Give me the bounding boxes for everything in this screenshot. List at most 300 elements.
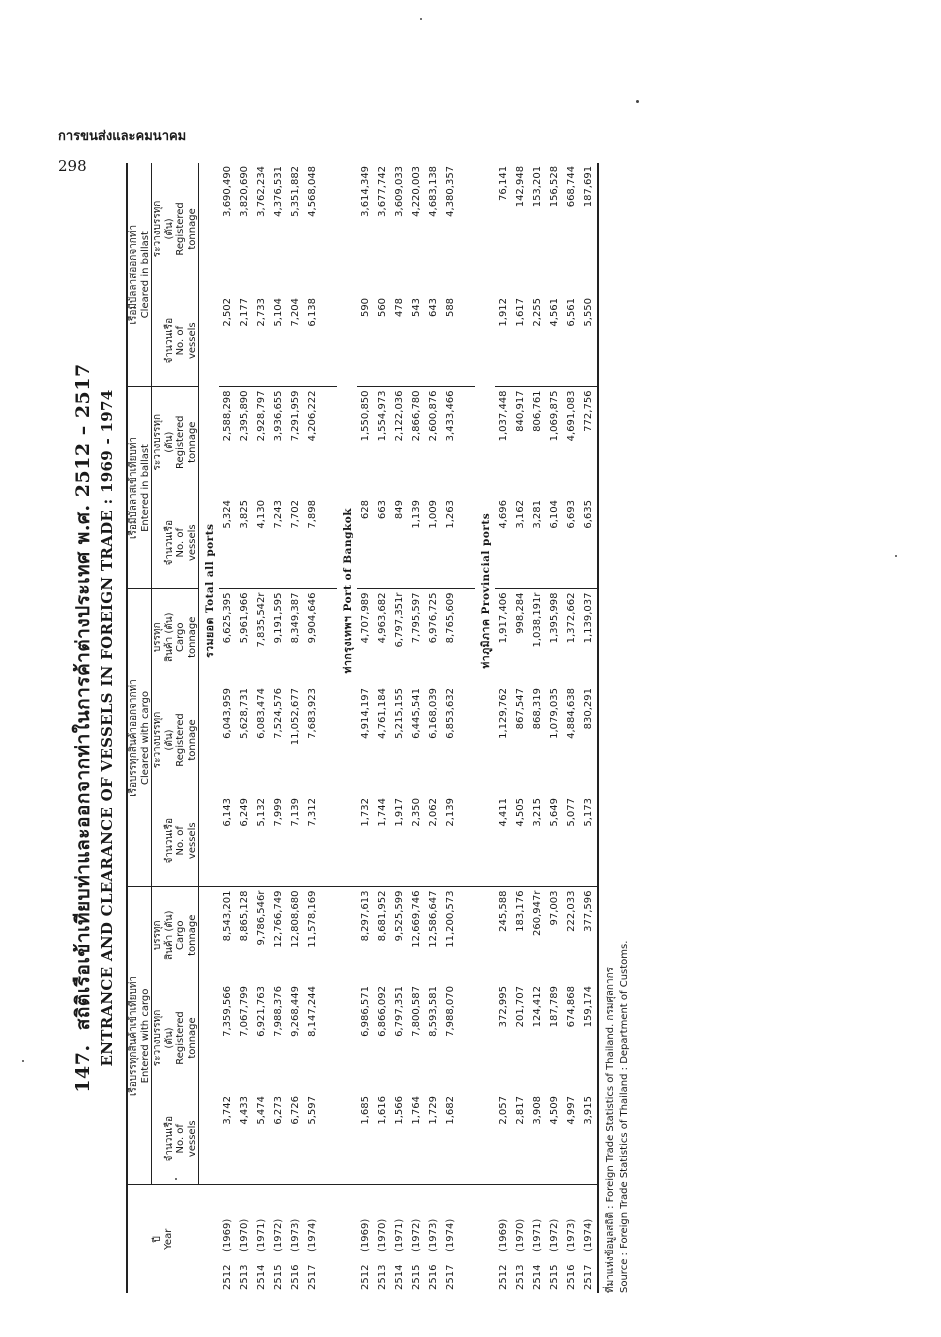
value-cell: 7,988,070 xyxy=(445,986,456,1037)
value-cell: 5,132 xyxy=(256,798,267,827)
value-cell: 1,566 xyxy=(394,1096,405,1125)
value-cell: 4,130 xyxy=(256,499,267,529)
value-cell: 5,173 xyxy=(580,795,598,887)
table-row xyxy=(374,163,391,1293)
value-cell: 1,685 xyxy=(360,1096,371,1125)
group-cleared-ballast xyxy=(127,163,152,387)
value-cell: 2,928,797 xyxy=(253,387,270,497)
year-cell xyxy=(287,1185,304,1293)
section-spacer xyxy=(321,163,337,1293)
year-ad: (1969) xyxy=(498,1218,509,1252)
scan-speck xyxy=(895,555,897,557)
value-cell: 2,588,298 xyxy=(219,387,236,497)
value-cell: 1,616 xyxy=(377,1096,388,1125)
value-cell: 5,550 xyxy=(580,295,598,387)
table-row xyxy=(580,163,598,1293)
table-row xyxy=(236,163,253,1293)
year-ad: (1971) xyxy=(532,1218,543,1252)
value-cell: 4,509 xyxy=(549,1096,560,1125)
value-cell: 3,820,690 xyxy=(239,165,250,217)
year-cell xyxy=(529,1185,546,1293)
value-cell: 4,914,197 xyxy=(360,688,371,739)
value-cell: 3,614,349 xyxy=(360,165,371,217)
value-cell: 1,395,998 xyxy=(546,589,563,685)
group-cleared-cargo xyxy=(127,589,152,887)
value-cell: 5,649 xyxy=(549,798,560,827)
table-number: 147. xyxy=(72,1044,94,1093)
title-thai-text: สถิติเรือเข้าเทียบท่าและออกจากท่าในการค้าต่างประเทศ พ.ศ. 2512 – 2517 xyxy=(72,363,94,1031)
value-cell: 3,609,033 xyxy=(394,165,405,217)
table-row xyxy=(425,163,442,1293)
year-cell xyxy=(408,1185,425,1293)
year-be: 2516 xyxy=(428,1264,439,1290)
year-be: 2513 xyxy=(515,1264,526,1290)
source-note-thai: ที่มาแห่งข้อมูลสถิติ : Foreign Trade Statistics of Thailand. กรมศุลกากร xyxy=(605,966,616,1293)
group-label-thai: เรือบรรทุกสินค้าออกจากท่า xyxy=(128,679,139,797)
col-vessels: จำนวนเรือ No. of vessels xyxy=(152,1093,199,1185)
value-cell: 11,052,677 xyxy=(290,688,301,746)
value-cell: 4,376,531 xyxy=(273,165,284,217)
value-cell: 674,868 xyxy=(566,986,577,1028)
year-ad: (1969) xyxy=(360,1218,371,1252)
value-cell: 245,588 xyxy=(495,887,512,983)
value-cell: 668,744 xyxy=(566,165,577,208)
value-cell: 9,786,546r xyxy=(253,887,270,983)
col-registered: ระวางบรรทุก (ตัน) Registered tonnage xyxy=(152,983,199,1093)
section-label: รวมยอด Total all ports xyxy=(203,523,216,658)
value-cell: 7,702 xyxy=(290,499,301,529)
table-row xyxy=(408,163,425,1293)
value-cell: 5,324 xyxy=(222,499,233,529)
value-cell: 76,141 xyxy=(498,165,509,201)
value-cell: 6,043,959 xyxy=(222,688,233,739)
year-be: 2516 xyxy=(566,1264,577,1290)
value-cell: 201,707 xyxy=(515,986,526,1028)
year-cell xyxy=(563,1185,580,1293)
value-cell: 6,986,571 xyxy=(360,986,371,1037)
year-cell xyxy=(253,1185,270,1293)
value-cell: 2,502 xyxy=(222,297,233,327)
table-row xyxy=(442,163,459,1293)
value-cell: 4,963,682 xyxy=(374,589,391,685)
value-cell: 1,009 xyxy=(428,499,439,529)
value-cell: 8,147,244 xyxy=(307,986,318,1037)
value-cell: 868,319 xyxy=(532,688,543,730)
value-cell: 4,761,184 xyxy=(377,688,388,739)
value-cell: 3,908 xyxy=(532,1096,543,1125)
value-cell: 7,359,566 xyxy=(222,986,233,1037)
value-cell: 4,707,989 xyxy=(357,589,374,685)
year-be: 2512 xyxy=(360,1264,371,1290)
table-row xyxy=(357,163,374,1293)
value-cell: 7,683,923 xyxy=(307,688,318,739)
value-cell: 2,062 xyxy=(428,798,439,827)
year-be: 2515 xyxy=(273,1264,284,1290)
value-cell: 8,593,581 xyxy=(428,986,439,1037)
value-cell: 543 xyxy=(411,297,422,318)
value-cell: 4,380,357 xyxy=(445,165,456,217)
value-cell: 4,683,138 xyxy=(428,165,439,217)
value-cell: 4,696 xyxy=(498,499,509,529)
page-number: 298 xyxy=(58,157,87,175)
value-cell: 9,268,449 xyxy=(290,986,301,1037)
value-cell: 2,122,036 xyxy=(391,387,408,497)
col-cargo: บรรทุก สินค้า (ตัน) Cargo tonnage xyxy=(152,887,199,983)
page-header: การขนส่งและคมนาคม xyxy=(58,129,187,144)
year-header xyxy=(127,1185,199,1293)
value-cell: 2,395,890 xyxy=(236,387,253,497)
value-cell: 3,936,655 xyxy=(270,387,287,497)
value-cell: 7,243 xyxy=(273,499,284,529)
value-cell: 260,947r xyxy=(529,887,546,983)
year-ad: (1974) xyxy=(307,1218,318,1252)
value-cell: 7,067,799 xyxy=(239,986,250,1037)
year-ad: (1971) xyxy=(256,1218,267,1252)
value-cell: 3,215 xyxy=(532,798,543,827)
col-registered: ระวางบรรทุก (ตัน) Registered tonnage xyxy=(152,387,199,497)
value-cell: 7,898 xyxy=(307,499,318,529)
vessel-statistics-table xyxy=(126,163,599,1293)
year-cell xyxy=(374,1185,391,1293)
value-cell: 1,069,875 xyxy=(546,387,563,497)
value-cell: 11,200,573 xyxy=(442,887,459,983)
value-cell: 6,143 xyxy=(222,798,233,827)
col-vessels: จำนวนเรือ No. of vessels xyxy=(152,295,199,387)
year-cell xyxy=(304,1185,321,1293)
value-cell: 9,191,595 xyxy=(270,589,287,685)
value-cell: 4,884,638 xyxy=(566,688,577,739)
year-cell xyxy=(495,1185,512,1293)
value-cell: 3,825 xyxy=(239,499,250,529)
value-cell: 998,284 xyxy=(512,589,529,685)
value-cell: 7,999 xyxy=(273,798,284,827)
value-cell: 6,104 xyxy=(549,499,560,529)
table-row xyxy=(287,163,304,1293)
value-cell: 1,917,406 xyxy=(495,589,512,685)
value-cell: 1,917 xyxy=(394,798,405,827)
value-cell: 8,865,128 xyxy=(236,887,253,983)
value-cell: 8,543,201 xyxy=(219,887,236,983)
table-row xyxy=(270,163,287,1293)
value-cell: 222,033 xyxy=(563,887,580,983)
value-cell: 2,177 xyxy=(239,297,250,327)
group-label-english: Entered in ballast xyxy=(139,444,151,532)
value-cell: 183,176 xyxy=(512,887,529,983)
group-label-english: Entered with cargo xyxy=(139,988,151,1084)
value-cell: 9,904,646 xyxy=(304,589,321,685)
group-label-english: Cleared in ballast xyxy=(139,231,151,319)
year-cell xyxy=(270,1185,287,1293)
value-cell: 2,350 xyxy=(411,798,422,827)
value-cell: 5,351,882 xyxy=(290,165,301,217)
year-cell xyxy=(425,1185,442,1293)
year-be: 2517 xyxy=(307,1264,318,1290)
year-ad: (1970) xyxy=(515,1218,526,1252)
value-cell: 2,139 xyxy=(445,798,456,827)
value-cell: 1,744 xyxy=(377,798,388,827)
col-vessels: จำนวนเรือ No. of vessels xyxy=(152,497,199,589)
value-cell: 3,742 xyxy=(222,1096,233,1125)
value-cell: 5,077 xyxy=(566,798,577,827)
year-ad: (1972) xyxy=(411,1218,422,1252)
value-cell: 1,079,035 xyxy=(549,688,560,739)
value-cell: 7,291,959 xyxy=(287,387,304,497)
group-label-thai: เรือมีบัลลาสเข้าเทียบท่า xyxy=(128,436,139,539)
value-cell: 1,129,762 xyxy=(498,688,509,739)
value-cell: 156,528 xyxy=(549,165,560,208)
value-cell: 663 xyxy=(377,499,388,520)
year-cell xyxy=(512,1185,529,1293)
year-be: 2512 xyxy=(498,1264,509,1290)
year-ad: (1972) xyxy=(549,1218,560,1252)
value-cell: 3,915 xyxy=(580,1093,598,1185)
table-row xyxy=(546,163,563,1293)
section-label-row xyxy=(337,163,357,1293)
scan-speck xyxy=(22,1060,24,1062)
table-title-thai xyxy=(68,163,98,1293)
year-be: 2513 xyxy=(377,1264,388,1290)
year-cell xyxy=(442,1185,459,1293)
year-be: 2517 xyxy=(583,1264,594,1290)
group-label-thai: เรือบรรทุกสินค้าเข้าเทียบท่า xyxy=(128,975,139,1097)
section-label-row xyxy=(475,163,495,1293)
year-cell xyxy=(236,1185,253,1293)
table-row xyxy=(495,163,512,1293)
year-cell xyxy=(219,1185,236,1293)
value-cell: 142,948 xyxy=(515,165,526,208)
table-row xyxy=(391,163,408,1293)
value-cell: 1,729 xyxy=(428,1096,439,1125)
value-cell: 840,917 xyxy=(512,387,529,497)
value-cell: 12,669,746 xyxy=(408,887,425,983)
table-row xyxy=(253,163,270,1293)
value-cell: 867,547 xyxy=(515,688,526,730)
rotated-table-block xyxy=(68,163,788,1293)
year-header-thai: ปี xyxy=(151,1236,163,1243)
value-cell: 4,568,048 xyxy=(307,165,318,217)
value-cell: 12,766,749 xyxy=(270,887,287,983)
value-cell: 2,866,780 xyxy=(408,387,425,497)
year-be: 2513 xyxy=(239,1264,250,1290)
year-be: 2512 xyxy=(222,1264,233,1290)
value-cell: 806,761 xyxy=(529,387,546,497)
value-cell: 11,578,169 xyxy=(304,887,321,983)
value-cell: 1,554,973 xyxy=(374,387,391,497)
value-cell: 4,206,222 xyxy=(304,387,321,497)
col-registered: ระวางบรรทุก (ตัน) Registered tonnage xyxy=(152,163,199,295)
table-row xyxy=(529,163,546,1293)
value-cell: 1,139,037 xyxy=(580,589,598,685)
value-cell: 3,281 xyxy=(532,499,543,529)
value-cell: 6,921,763 xyxy=(256,986,267,1037)
value-cell: 2,057 xyxy=(498,1096,509,1125)
value-cell: 1,139 xyxy=(411,499,422,529)
value-cell: 8,349,387 xyxy=(287,589,304,685)
value-cell: 643 xyxy=(428,297,439,318)
year-be: 2515 xyxy=(411,1264,422,1290)
value-cell: 159,174 xyxy=(580,983,598,1093)
value-cell: 6,976,725 xyxy=(425,589,442,685)
value-cell: 5,961,966 xyxy=(236,589,253,685)
table-row xyxy=(512,163,529,1293)
value-cell: 5,215,155 xyxy=(394,688,405,739)
year-ad: (1973) xyxy=(428,1218,439,1252)
value-cell: 153,201 xyxy=(532,165,543,208)
year-cell xyxy=(546,1185,563,1293)
section-label: ท่ากรุงเทพฯ Port of Bangkok xyxy=(341,508,354,674)
value-cell: 6,693 xyxy=(566,499,577,529)
value-cell: 3,762,234 xyxy=(256,165,267,217)
year-ad: (1973) xyxy=(566,1218,577,1252)
value-cell: 2,255 xyxy=(532,297,543,327)
year-ad: (1969) xyxy=(222,1218,233,1252)
table-title-english: ENTRANCE AND CLEARANCE OF VESSELS IN FOREIGN TRADE : 1969 - 1974 xyxy=(98,389,116,1067)
value-cell: 2,817 xyxy=(515,1096,526,1125)
value-cell: 4,691,083 xyxy=(563,387,580,497)
year-be: 2516 xyxy=(290,1264,301,1290)
year-be: 2514 xyxy=(394,1264,405,1290)
value-cell: 5,474 xyxy=(256,1096,267,1125)
value-cell: 1,617 xyxy=(515,297,526,327)
value-cell: 6,168,039 xyxy=(428,688,439,739)
value-cell: 5,104 xyxy=(273,297,284,327)
value-cell: 12,808,680 xyxy=(287,887,304,983)
value-cell: 6,445,541 xyxy=(411,688,422,739)
value-cell: 2,600,876 xyxy=(425,387,442,497)
year-ad: (1970) xyxy=(239,1218,250,1252)
value-cell: 560 xyxy=(377,297,388,318)
value-cell: 4,433 xyxy=(239,1096,250,1125)
value-cell: 772,756 xyxy=(580,387,598,497)
year-ad: (1974) xyxy=(583,1218,594,1252)
value-cell: 1,038,191r xyxy=(529,589,546,685)
value-cell: 830,291 xyxy=(580,685,598,795)
value-cell: 7,835,542r xyxy=(253,589,270,685)
year-ad: (1970) xyxy=(377,1218,388,1252)
year-cell xyxy=(357,1185,374,1293)
col-registered: ระวางบรรทุก (ตัน) Registered tonnage xyxy=(152,685,199,795)
value-cell: 4,561 xyxy=(549,297,560,327)
value-cell: 4,997 xyxy=(566,1096,577,1125)
scan-speck xyxy=(420,18,422,20)
value-cell: 1,372,662 xyxy=(563,589,580,685)
scan-speck xyxy=(636,100,639,103)
value-cell: 3,677,742 xyxy=(377,165,388,217)
section-spacer xyxy=(459,163,475,1293)
year-be: 2515 xyxy=(549,1264,560,1290)
year-ad: (1974) xyxy=(445,1218,456,1252)
source-note-english: Source : Foreign Trade Statistics of Thailand : Department of Customs. xyxy=(619,940,630,1293)
value-cell: 6,726 xyxy=(290,1096,301,1125)
value-cell: 628 xyxy=(360,499,371,520)
value-cell: 377,596 xyxy=(580,887,598,983)
value-cell: 6,273 xyxy=(273,1096,284,1125)
year-ad: (1972) xyxy=(273,1218,284,1252)
value-cell: 1,263 xyxy=(445,499,456,529)
value-cell: 4,220,003 xyxy=(411,165,422,217)
group-label-english: Cleared with cargo xyxy=(139,690,151,786)
value-cell: 7,312 xyxy=(307,798,318,827)
group-entered-ballast xyxy=(127,387,152,589)
value-cell: 6,249 xyxy=(239,798,250,827)
value-cell: 1,912 xyxy=(498,297,509,327)
group-label-thai: เรือมีบัลลาสออกจากท่า xyxy=(128,224,139,325)
value-cell: 6,635 xyxy=(580,497,598,589)
value-cell: 6,866,092 xyxy=(377,986,388,1037)
value-cell: 1,682 xyxy=(445,1096,456,1125)
value-cell: 7,800,587 xyxy=(411,986,422,1037)
value-cell: 7,795,597 xyxy=(408,589,425,685)
value-cell: 97,003 xyxy=(546,887,563,983)
value-cell: 187,691 xyxy=(580,163,598,295)
value-cell: 4,505 xyxy=(515,798,526,827)
col-cargo: บรรทุก สินค้า (ตัน) Cargo tonnage xyxy=(152,589,199,685)
value-cell: 588 xyxy=(445,297,456,318)
table-body xyxy=(199,163,599,1293)
year-header-english: Year xyxy=(163,1228,175,1250)
table-row xyxy=(219,163,236,1293)
value-cell: 5,628,731 xyxy=(239,688,250,739)
value-cell: 5,597 xyxy=(307,1096,318,1125)
value-cell: 8,765,609 xyxy=(442,589,459,685)
year-ad: (1971) xyxy=(394,1218,405,1252)
section-label-row xyxy=(199,163,220,1293)
value-cell: 849 xyxy=(394,499,405,520)
col-vessels: จำนวนเรือ No. of vessels xyxy=(152,795,199,887)
value-cell: 372,995 xyxy=(498,986,509,1028)
year-cell xyxy=(580,1185,598,1293)
year-be: 2517 xyxy=(445,1264,456,1290)
value-cell: 7,204 xyxy=(290,297,301,327)
value-cell: 187,789 xyxy=(549,986,560,1028)
value-cell: 8,297,613 xyxy=(357,887,374,983)
value-cell: 9,525,599 xyxy=(391,887,408,983)
value-cell: 1,550,850 xyxy=(357,387,374,497)
value-cell: 6,083,474 xyxy=(256,688,267,739)
value-cell: 6,853,632 xyxy=(445,688,456,739)
value-cell: 7,139 xyxy=(290,798,301,827)
group-entered-cargo xyxy=(127,887,152,1185)
value-cell: 2,733 xyxy=(256,297,267,327)
value-cell: 6,625,395 xyxy=(219,589,236,685)
value-cell: 590 xyxy=(360,297,371,318)
value-cell: 4,411 xyxy=(498,798,509,827)
value-cell: 1,037,448 xyxy=(495,387,512,497)
table-row xyxy=(304,163,321,1293)
value-cell: 124,412 xyxy=(532,986,543,1028)
section-label: ท่าภูมิภาค Provincial ports xyxy=(479,512,492,669)
value-cell: 1,764 xyxy=(411,1096,422,1125)
value-cell: 3,690,490 xyxy=(222,165,233,217)
value-cell: 1,732 xyxy=(360,798,371,827)
value-cell: 12,586,647 xyxy=(425,887,442,983)
value-cell: 6,561 xyxy=(566,297,577,327)
value-cell: 8,681,952 xyxy=(374,887,391,983)
value-cell: 478 xyxy=(394,297,405,318)
value-cell: 3,433,466 xyxy=(442,387,459,497)
value-cell: 7,524,576 xyxy=(273,688,284,739)
value-cell: 6,797,351 xyxy=(394,986,405,1037)
year-be: 2514 xyxy=(256,1264,267,1290)
year-be: 2514 xyxy=(532,1264,543,1290)
table-row xyxy=(563,163,580,1293)
value-cell: 7,988,376 xyxy=(273,986,284,1037)
year-ad: (1973) xyxy=(290,1218,301,1252)
value-cell: 3,162 xyxy=(515,499,526,529)
value-cell: 6,797,351r xyxy=(391,589,408,685)
value-cell: 6,138 xyxy=(307,297,318,327)
year-cell xyxy=(391,1185,408,1293)
